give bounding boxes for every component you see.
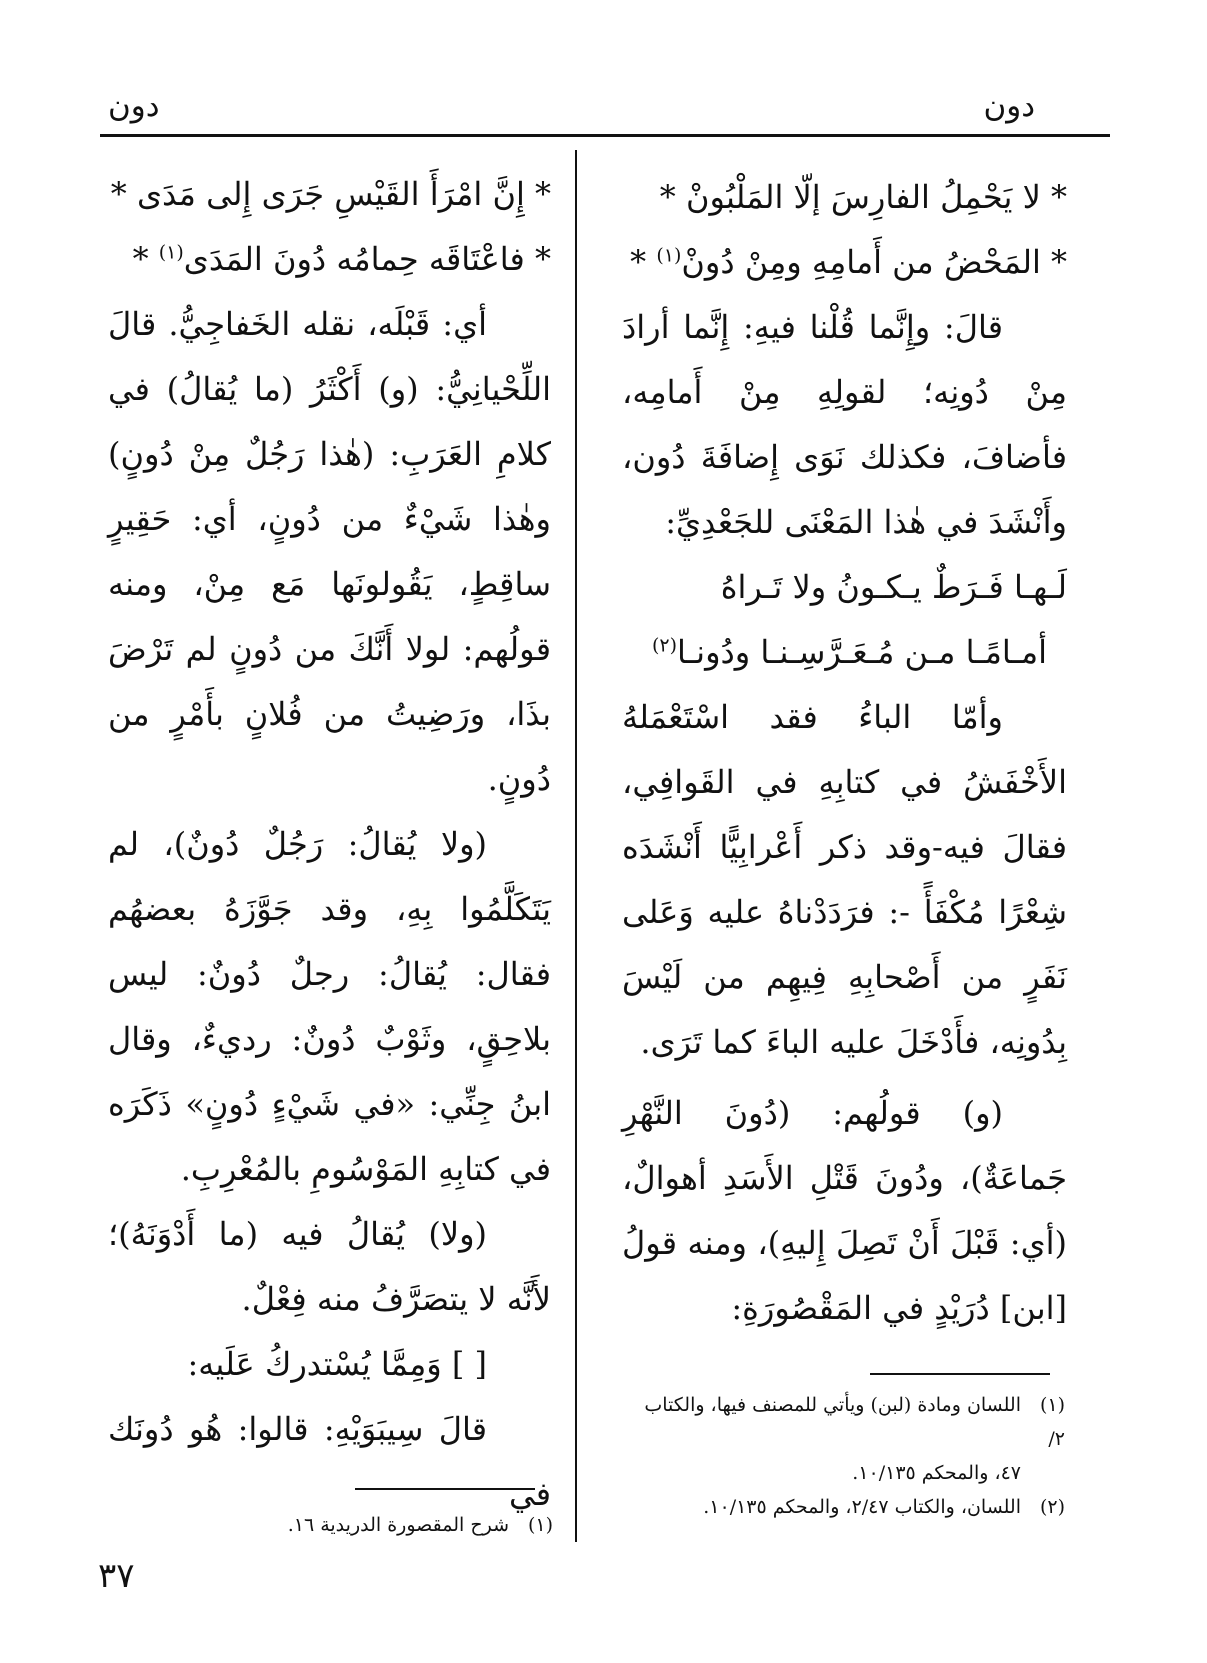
right-column — [622, 165, 1067, 1341]
running-header-left: دون — [108, 88, 160, 124]
footnote-ref: (٢) — [651, 634, 678, 657]
poem-line: أمـامًـا مـن مُـعَـرَّسِـنـا ودُونـا$^{(٢)}$ — [651, 633, 1047, 671]
footnote: (٢)اللسان، والكتاب ٢/٤٧، والمحكم ١٠/١٣٥. — [703, 1496, 1065, 1518]
verse-hemistich-1: * لا يَحْمِلُ الفارِسَ إلّا المَلْبُونْ * — [659, 178, 1067, 216]
footnote-rule — [870, 1373, 1050, 1375]
paragraph: [ ] وَمِمَّا يُسْتدركُ عَلَيه: — [187, 1345, 487, 1383]
verse-hemistich-2: * فاعْتَاقَه حِمامُه دُونَ المَدَى$^{(١)}$ * — [132, 240, 551, 278]
running-header-right: دون — [983, 88, 1035, 124]
footnotes-right — [635, 1388, 1065, 1524]
footnote: (١)شرح المقصورة الدريدية ١٦. — [287, 1514, 553, 1536]
paragraph: (ولا) يُقالُ فيه (ما أَدْوَنَهُ)؛ لأَنَّه لا يتصَرَّفُ منه فِعْلٌ. — [108, 1215, 551, 1318]
poem-line: لَـهـا فَـرَطٌ يـكـونُ ولا تَـراهُ — [720, 568, 1067, 606]
column-divider — [575, 150, 577, 1542]
footnote-ref: (١) — [158, 241, 184, 264]
footnotes-left — [108, 1508, 553, 1542]
paragraph: وأمّا الباءُ فقد اسْتَعْمَلهُ الأَخْفَشُ في كتابِهِ في القَوافِي، فقالَ فيه-وقد ذكر أَعْرابِيًّا أَنْشَدَه شِعْرًا مُكْفَأً -: فرَدَدْناهُ عليه وَعَلى نَفَرٍ من أَصْحابِهِ فِيهِم من لَيْسَ بِدُونِه، فأَدْخَلَ عليه الباءَ كما تَرَى. — [622, 698, 1067, 1061]
paragraph: (ولا يُقالُ: رَجُلٌ دُونٌ)، لم يَتَكَلَّمُوا بِهِ، وقد جَوَّزَهُ بعضهُم فقال: يُقالُ: رجلٌ دُونٌ: ليس بلاحِقٍ، وثَوْبٌ دُونٌ: رديءٌ، وقال ابنُ جِنِّي: «في شَيْءٍ دُونٍ» ذَكَرَه في كتابِهِ المَوْسُومِ بالمُعْرِبِ. — [108, 825, 551, 1188]
paragraph: (و) قولُهم: (دُونَ النَّهْرِ جَماعَةٌ)، ودُونَ قَتْلِ الأَسَدِ أهوالٌ، (أي: قَبْلَ أَنْ تَصِلَ إِليهِ)، ومنه قولُ [ابن] دُرَيْدٍ في المَقْصُورَةِ: — [622, 1094, 1067, 1327]
footnote: (١)اللسان ومادة (لبن) ويأتي للمصنف فيها، والكتاب ٢/ ٤٧، والمحكم ١٠/١٣٥. — [644, 1394, 1065, 1484]
header-rule — [100, 134, 1110, 137]
page-number: ٣٧ — [98, 1556, 135, 1596]
footnote-rule — [355, 1488, 535, 1490]
paragraph: قالَ سِيبَوَيْهِ: قالوا: هُو دُونَك في — [108, 1410, 551, 1513]
left-column — [108, 162, 551, 1527]
paragraph: قالَ: وإِنَّما قُلْنا فيهِ: إِنَّما أرادَ مِنْ دُونِه؛ لقولِهِ مِنْ أَمامِه، فأضافَ، فكذلك نَوَى إِضافَةَ دُون، وأَنْشَدَ في هٰذا المَعْنَى للجَعْدِيِّ: — [622, 308, 1067, 541]
verse-hemistich-1: * إِنَّ امْرَأَ القَيْسِ جَرَى إِلى مَدَى * — [110, 175, 551, 213]
verse-hemistich-2: * المَحْضُ من أَمامِهِ ومِنْ دُونْ$^{(١)}$ * — [630, 243, 1067, 281]
paragraph: أي: قَبْلَه، نقله الخَفاجِيُّ. قالَ اللِّحْيانِيُّ: (و) أَكْثَرُ (ما يُقالُ) في كلامِ العَرَبِ: (هٰذا رَجُلٌ مِنْ دُونٍ) وهٰذا شَيْءٌ من دُونٍ، أي: حَقِيرٍ ساقِطٍ، يَقُولونَها مَع مِنْ، ومنه قولُهم: لولا أَنَّكَ من دُونٍ لم تَرْضَ بذَا، ورَضِيتُ من فُلانٍ بأَمْرٍ من دُونٍ. — [108, 305, 551, 798]
footnote-ref: (١) — [656, 244, 682, 267]
